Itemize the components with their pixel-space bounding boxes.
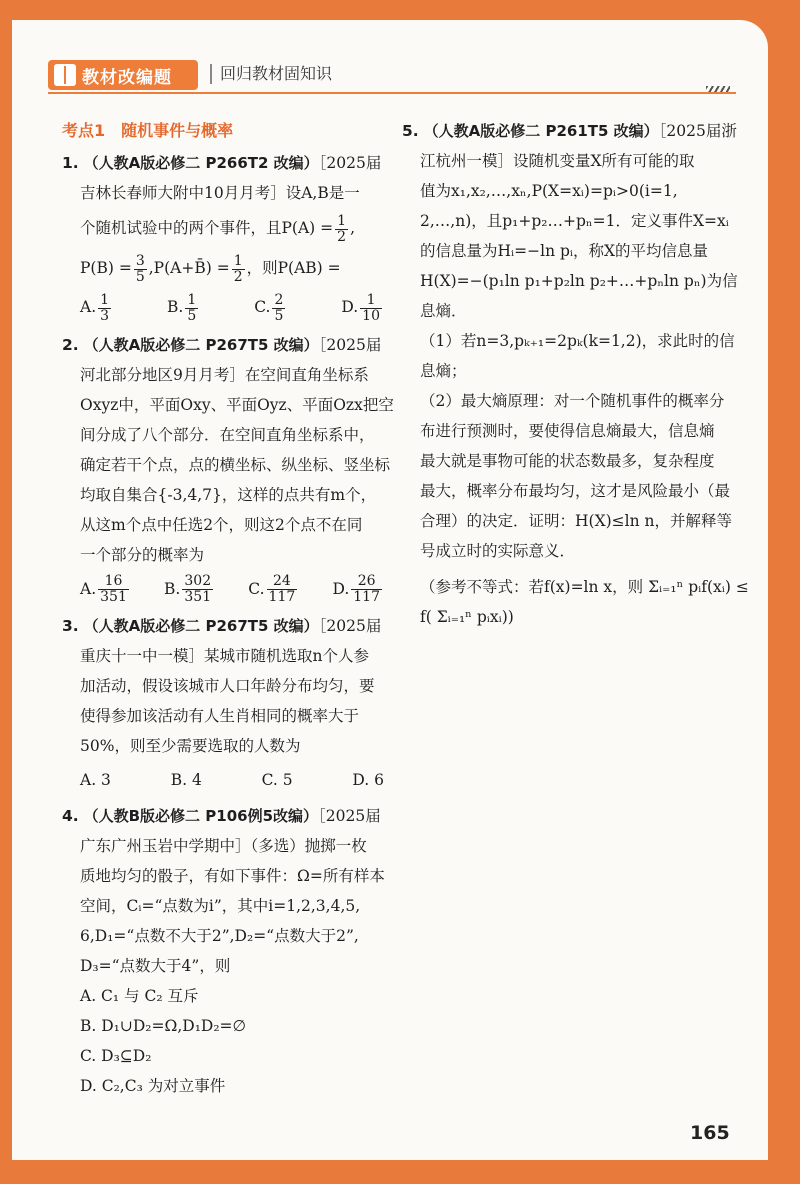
q3-options [62,765,392,795]
q5-source: （人教A版必修二 P261T5 改编） [423,122,659,140]
q5-line: 最大，概率分布最均匀，这才是风险最小（最 [420,482,731,500]
q5-line: 的信息量为Hᵢ=−ln pᵢ，称X的平均信息量 [420,242,709,260]
option-den: 117 [268,589,296,605]
q2-number: 2. [62,335,79,354]
q2-option-c[interactable] [248,574,299,606]
option-label: C. [254,298,271,316]
option-den: 10 [362,307,380,324]
q5-line: 合理）的决定．证明：H(X)≤ln n，并解释等 [420,512,732,530]
q3-line: 加活动，假设该城市人口年龄分布均匀，要 [80,677,375,695]
option-label: A. [80,579,97,598]
option-den: 5 [187,307,197,324]
q1-option-a[interactable] [80,292,113,324]
option-label: A. [80,298,97,316]
option-den: 117 [353,589,380,605]
option-num: 2 [274,291,284,308]
q1-frac-den: 2 [233,268,243,285]
q4-line: 广东广州玉岩中学期中］（多选）抛掷一枚 [80,837,367,855]
q2-options [62,574,392,606]
q2-line: 均取自集合{-3,4,7}，这样的点共有m个， [80,485,377,504]
q5-part-2: （2）最大熵原理：对一个随机事件的概率分 [420,392,725,410]
q4-line: D₃=“点数大于4”，则 [80,957,231,975]
question-4 [62,801,392,1101]
left-column [62,116,392,1105]
question-5 [402,116,749,632]
option-num: 1 [360,293,382,309]
q2-option-a[interactable] [80,574,131,606]
q3-number: 3. [62,617,79,635]
q1-fraction [232,254,245,285]
q5-line: 号成立时的实际意义． [420,542,576,560]
q4-option-c[interactable]: C. D₃⊆D₂ [80,1047,152,1065]
option-num: 302 [184,573,212,589]
q2-line: ［2025届 [318,335,382,354]
page-number: 165 [690,1122,730,1144]
q1-line: ［2025届 [318,154,382,172]
q5-line: H(X)=−(p₁ln p₁+p₂ln p₂+…+pₙln pₙ)为信 [420,272,738,290]
q5-line: 2,…,n)，且p₁+p₂…+pₙ=1．定义事件X=xᵢ [420,212,729,230]
q1-source: （人教A版必修二 P266T2 改编） [83,154,319,172]
q3-option-d[interactable]: D. 6 [352,771,384,789]
option-num: 1 [100,291,110,308]
q2-line: 从这m个点中任选2个，则这2个点不在同 [80,515,363,534]
q3-line: 重庆十一中一模］某城市随机选取n个人参 [80,647,369,665]
q3-source: （人教A版必修二 P267T5 改编） [83,617,319,635]
q1-option-b[interactable] [167,292,200,324]
q1-line: ,P(A+B̄) = [148,259,230,277]
option-label: B. [167,298,184,316]
option-den: 3 [100,307,110,324]
q2-line: 一个部分的概率为 [80,545,205,564]
q4-line: 质地均匀的骰子，有如下事件：Ω=所有样本 [80,867,385,885]
option-label: C. [248,579,265,598]
q1-frac-den: 2 [337,228,347,245]
q1-option-d[interactable] [341,292,384,324]
q3-option-c[interactable]: C. 5 [261,771,293,789]
banner-tag-label: 教材改编题 [82,67,172,88]
q5-line: 值为x₁,x₂,…,xₙ,P(X=xᵢ)=pᵢ>0(i=1, [420,182,678,200]
q5-line: ［2025届浙 [658,122,737,140]
q1-options [62,292,392,324]
option-label: D. [332,579,350,598]
section-title: 考点1 随机事件与概率 [62,121,234,140]
q1-number: 1. [62,154,79,172]
q3-option-a[interactable]: A. 3 [80,771,111,789]
banner-decoration [706,86,730,92]
question-2 [62,330,392,606]
q1-frac-num: 1 [337,212,347,229]
q3-line: 使得参加该活动有人生肖相同的概率大于 [80,707,360,725]
q4-option-d[interactable]: D. C₂,C₃ 为对立事件 [80,1077,226,1095]
option-num: 26 [351,574,382,590]
banner-subtitle: 回归教材固知识 [210,64,332,84]
q1-line: 个随机试验中的两个事件，且P(A) = [80,219,334,237]
question-1: 1. （人教A版必修二 P266T2 改编）［2025届 吉林长春师大附中10月月考］设A,B是一 个随机试验中的两个事件，且P(A) = $\frac{1}{2}$ , P(B) = $\frac{3}{5}$ ,P(A+B̄) = $\frac{1}{2}$ ，则P(AB) = A. $\frac{1}{3}$ B. $\frac{1}{5}$ C. $\frac{2}{5}$ D. $\frac{1}{10}$ [62,148,392,324]
q5-line: 最大就是事物可能的状态数最多，复杂程度 [420,452,715,470]
q2-option-b[interactable] [164,574,215,606]
q1-fraction [335,214,348,245]
option-den: 351 [100,589,127,605]
q5-line: 息熵； [420,362,467,380]
q2-line: 确定若干个点，点的横坐标、纵坐标、竖坐标 [80,455,391,474]
q5-number: 5. [402,122,419,140]
q3-line: ［2025届 [318,617,382,635]
book-icon [54,64,76,86]
q1-line: 吉林长春师大附中10月月考］设A,B是一 [80,184,360,202]
option-den: 351 [184,589,212,605]
q1-frac-den: 5 [135,268,145,285]
q4-option-a[interactable]: A. C₁ 与 C₂ 互斥 [80,987,199,1005]
option-num: 1 [187,291,197,308]
option-label: B. [164,579,181,598]
q5-reference: （参考不等式：若f(x)=ln x，则 Σᵢ₌₁ⁿ pᵢf(xᵢ) ≤ [420,578,749,596]
q2-line: 间分成了八个部分．在空间直角坐标系中， [80,425,375,444]
q2-option-d[interactable] [332,574,384,606]
banner-tag [48,60,198,90]
q3-line: 50%，则至少需要选取的人数为 [80,737,301,755]
option-num: 16 [98,574,129,590]
q1-line: P(B) = [80,259,132,277]
section-banner [48,58,736,98]
q1-option-c[interactable] [254,292,287,324]
q4-line: ［2025届 [318,807,381,825]
q2-line: 河北部分地区9月月考］在空间直角坐标系 [80,365,369,384]
q1-line: ，则P(AB) = [246,259,341,277]
q5-line: 息熵． [420,302,467,320]
q5-line: 布进行预测时，要使得信息熵最大，信息熵 [420,422,715,440]
q4-line: 6,D₁=“点数不大于2”,D₂=“点数大于2”, [80,927,359,945]
option-label: D. [341,298,359,316]
question-3 [62,611,392,795]
banner-underline [48,92,736,94]
option-den: 5 [274,307,284,324]
q4-number: 4. [62,807,79,825]
q4-option-b[interactable]: B. D₁∪D₂=Ω,D₁D₂=∅ [80,1017,247,1035]
q2-source: （人教A版必修二 P267T5 改编） [83,335,319,354]
right-column [402,116,749,636]
q5-reference: f( Σᵢ₌₁ⁿ pᵢxᵢ)) [420,608,514,626]
q5-part-1: （1）若n=3,pₖ₊₁=2pₖ(k=1,2)，求此时的信 [420,332,735,350]
q4-line: 空间，Cᵢ=“点数为i”，其中i=1,2,3,4,5, [80,897,361,915]
q1-frac-num: 1 [233,252,243,269]
q3-option-b[interactable]: B. 4 [170,771,202,789]
q5-line: 江杭州一模］设随机变量X所有可能的取 [420,152,695,170]
q1-fraction [134,254,147,285]
option-num: 24 [267,574,298,590]
q4-source: （人教B版必修二 P106例5改编） [83,807,319,825]
q1-frac-num: 3 [135,252,145,269]
q2-line: Oxyz中，平面Oxy、平面Oyz、平面Ozx把空 [80,395,394,414]
